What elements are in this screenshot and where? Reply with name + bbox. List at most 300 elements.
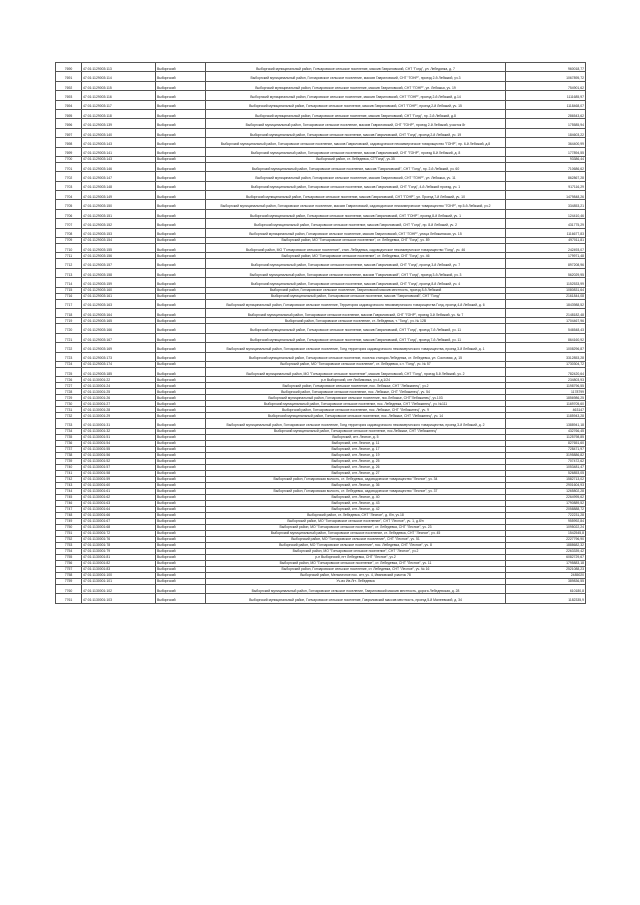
address-text: Выборгский муниципальный район, Гончаровское сельское поселение, массив Гавриловский, садоводческое некоммерческое товарищество "ГОНР", пр.5-й Лебяжий, уч.2 [206, 200, 506, 209]
address-text: Выборгский район, Гончаровская волость, ст. Лебедевка, садоводческое товарищество "Лесное", уч. 37 [206, 488, 506, 494]
address-text: Выборгский муниципальный район, Гончаровское сельское поселение, массив Гавриловский, СНТ "ГОНР", проезд 3-й Лебяжий, уч. № 7 [206, 308, 506, 317]
cadastral-value: 897208,96 [506, 259, 586, 268]
cadastral-number: 47:01:1129003:139 [82, 119, 156, 128]
district-name: Выборгский [156, 542, 206, 548]
cadastral-value: 1080831,64 [506, 287, 586, 293]
row-number: 7728 [56, 389, 82, 395]
row-number: 7699 [56, 147, 82, 156]
cadastral-value: 3195886,82 [506, 452, 586, 458]
cadastral-number: 47:01:1130001:78 [82, 542, 156, 548]
table-row [56, 128, 586, 137]
address-text: Уч-во Ив.Лгт. Лебедевка [206, 578, 506, 584]
cadastral-value: 1067895,72 [506, 72, 586, 81]
row-number: 7737 [56, 446, 82, 452]
row-number: 7715 [56, 287, 82, 293]
row-number: 7759 [56, 578, 82, 584]
district-name: Выборгский [156, 434, 206, 440]
cadastral-number: 47:01:1130001:101 [82, 578, 156, 584]
address-text: Выборгский муниципальный район, Гончаровское сельское поселение, массив Гавриловский, СНТ "Гонд", пр. 2-й Лебяжий, д.8 [206, 109, 506, 118]
table-row [56, 191, 586, 200]
cadastral-value: 184603,22 [506, 128, 586, 137]
cadastral-value: 234803,93 [506, 377, 586, 383]
district-name: Выборгский [156, 512, 206, 518]
cadastral-value: 2161844,08 [506, 293, 586, 299]
cadastral-value: 827651,60 [506, 440, 586, 446]
district-name: Выборгский [156, 119, 206, 128]
cadastral-value: 179971,48 [506, 253, 586, 259]
district-name: Выборгский [156, 100, 206, 109]
cadastral-value: 862867,28 [506, 172, 586, 181]
cadastral-number: 47:01:1129003:113 [82, 63, 156, 72]
table-row [56, 63, 586, 72]
row-number: 7698 [56, 138, 82, 147]
cadastral-number: 47:01:1130001:103 [82, 594, 156, 603]
row-number: 7738 [56, 452, 82, 458]
district-name: Выборгский [156, 343, 206, 352]
district-name: Выборгский [156, 259, 206, 268]
cadastral-value: 3312853,28 [506, 352, 586, 361]
address-text: Выборгский район, МО "Гончаровское сельское поселение", пос. Лебедевка, СНТ "Лесное", уч. 8 [206, 542, 506, 548]
table-row [56, 343, 586, 352]
cadastral-value: 1790889,52 [506, 500, 586, 506]
cadastral-number: 47:01:1129003:156 [82, 253, 156, 259]
row-number: 7721 [56, 333, 82, 342]
address-text: Выборгский муниципальный район, Гончаровское сельское поселение, Гонд территория садоводческого некоммерческого товарищества, проезд 3-й Лебяжий, д. 1 [206, 343, 506, 352]
cadastral-value: 710686,62 [506, 162, 586, 171]
address-text: Выборгский муниципальный район, Гончаровское сельское поселение, массив Гавриловский, СНТ "ГОНР", проезд 8-й Лебяжий, д. 8 [206, 147, 506, 156]
district-name: Выборгский [156, 147, 206, 156]
cadastral-value: 960018,77 [506, 63, 586, 72]
address-text: Выборгский муниципальный район, Гончаровское сельское поселение, массив Гавриловский, СНТ "ГОНР", проезд 2-й Лебяжий, участок 8г [206, 119, 506, 128]
cadastral-number: 47:01:1130001:31 [82, 419, 156, 428]
row-number: 7751 [56, 530, 82, 536]
row-number: 7741 [56, 470, 82, 476]
row-number: 7758 [56, 572, 82, 578]
district-name: Выборгский [156, 367, 206, 376]
cadastral-number: 47:01:1129003:164 [82, 308, 156, 317]
row-number: 7748 [56, 512, 82, 518]
district-name: Выборгский [156, 308, 206, 317]
address-text: Выборгский район, МО "Гончаровское сельское поселение", СНТ "Лесное", уч. 51 [206, 536, 506, 542]
row-number: 7717 [56, 299, 82, 308]
district-name: Выборгский [156, 518, 206, 524]
cadastral-number: 47:01:1130001:24 [82, 383, 156, 389]
address-text: Выборгский муниципальный район, Гончаровское сельское поселение, массив Гавриловский, СНТ "ГОНР", ул. Лебяжья, уч. 19 [206, 81, 506, 90]
cadastral-number: 47:01:1130001:32 [82, 428, 156, 434]
row-number: 7703 [56, 181, 82, 190]
row-number: 7711 [56, 253, 82, 259]
cadastral-value: 6082729,67 [506, 554, 586, 560]
cadastral-value: 1178799 [506, 389, 586, 395]
cadastral-value: 124410,46 [506, 209, 586, 218]
cadastral-value: 1856986,25 [506, 395, 586, 401]
table-row [56, 91, 586, 100]
district-name: Выборгский [156, 200, 206, 209]
cadastral-number: 47:01:1129003:117 [82, 100, 156, 109]
cadastral-number: 47:01:1129003:174 [82, 361, 156, 367]
cadastral-number: 47:01:1129003:159 [82, 278, 156, 287]
cadastral-number: 47:01:1129003:149 [82, 191, 156, 200]
cadastral-value: 2148182,48 [506, 308, 586, 317]
district-name: Выборгский [156, 383, 206, 389]
row-number: 7724 [56, 361, 82, 367]
cadastral-number: 47:01:1130001:83 [82, 566, 156, 572]
row-number: 7747 [56, 506, 82, 512]
address-text: Выборгский муниципальный район, МО "Гончаровское сельское поселение", массив Гавриловский, СНТ "Гонд", проезд 5-й Лебяжий, уч. 2 [206, 367, 506, 376]
district-name: Выборгский [156, 333, 206, 342]
address-text: р-н Выборгский, снт Любимовка, уч.4 д.1/24 [206, 377, 506, 383]
address-text: Выборгский муниципальный район, Гончаровское сельское поселение, пос. Лебедевка, СНТ "Лебяжинец", уч. №111 [206, 401, 506, 407]
address-text: Выборгский район, МО "Гончаровское сельское поселение", стан. Лебедевка, садоводческое некоммерческое товарищество "Гонд", уч. 46 [206, 244, 506, 253]
row-number: 7745 [56, 494, 82, 500]
row-number: 7753 [56, 542, 82, 548]
cadastral-number: 47:01:1129003:153 [82, 228, 156, 237]
cadastral-number: 47:01:1130001:102 [82, 584, 156, 593]
address-text: Выборгский муниципальный район, Гончаровское сельское поселение, поселок станции Лебедевка, ст. Лебедевка, ул. Сосновая, д. 15 [206, 352, 506, 361]
row-number: 7736 [56, 440, 82, 446]
table-row [56, 147, 586, 156]
cadastral-value: 1704467,96 [506, 318, 586, 324]
cadastral-value: 1111685,97 [506, 91, 586, 100]
row-number: 7693 [56, 91, 82, 100]
address-text: Выборгский муниципальный район, Гончаровское сельское поселение, массив Гавриловский, СНТ "Гонд", проезд 2-й Лебяжий, уч. 19 [206, 128, 506, 137]
district-name: Выборгский [156, 191, 206, 200]
address-text: Выборгский муниципальный район, Гончаровское сельское поселение, массив Гавриловский, СНТ "Гонд", пр. 8-й Лебяжий, уч. 2 [206, 219, 506, 228]
district-name: Выборгский [156, 172, 206, 181]
district-name: Выборгский [156, 428, 206, 434]
district-name: Выборгский [156, 440, 206, 446]
cadastral-value: 707472,62 [506, 458, 586, 464]
district-name: Выборгский [156, 377, 206, 383]
address-text: Выборгский муниципальный район, Гончаровское сельское поселение, массив "Гавриловский", СНТ "Гонд", пр. 2-й Лебяжий, уч. 60 [206, 162, 506, 171]
cadastral-value: 431775,29 [506, 219, 586, 228]
district-name: Выборгский [156, 470, 206, 476]
cadastral-number: 47:01:1130001:54 [82, 440, 156, 446]
cadastral-number: 47:01:1130001:82 [82, 560, 156, 566]
cadastral-number: 47:01:1130001:66 [82, 512, 156, 518]
cadastral-value: 1265802,28 [506, 488, 586, 494]
cadastral-number: 47:01:1130001:61 [82, 488, 156, 494]
cadastral-number: 47:01:1129003:163 [82, 299, 156, 308]
address-text: Выборгский район, Гончаровское сельское поселение, пос. Лебяжье, СНТ "Лебяжинец", уч. 54 [206, 389, 506, 395]
row-number: 7690 [56, 63, 82, 72]
district-name: Выборгский [156, 452, 206, 458]
address-text: Выборгский муниципальный район, Гончаровское сельское поселение, массив Гавриловский, СНТ "ГОНР", проезд 2-й Лебяжий, уч. 15 [206, 100, 506, 109]
cadastral-value: 2901604,93 [506, 482, 586, 488]
table-row [56, 81, 586, 90]
row-number: 7760 [56, 584, 82, 593]
row-number: 7701 [56, 162, 82, 171]
row-number: 7718 [56, 308, 82, 317]
table-row [56, 333, 586, 342]
cadastral-value: 389836,55 [506, 578, 586, 584]
address-text: Выборгский, снт. Лесное, д. 43 [206, 500, 506, 506]
district-name: Выборгский [156, 293, 206, 299]
table-row [56, 259, 586, 268]
cadastral-number: 47:01:1130001:57 [82, 464, 156, 470]
address-text: Выборгский район, МО "Гончаровское сельское поселение", ст. Лебедевка, с.т. "Гонд", уч. № 57 [206, 361, 506, 367]
address-text: Выборгский район, Гончаровское сельское поселение, пос. Лебяжье, СНТ "Лебяжинец", уч. 9 [206, 407, 506, 413]
cadastral-value: 2058888,72 [506, 506, 586, 512]
row-number: 7707 [56, 219, 82, 228]
district-name: Выборгский [156, 407, 206, 413]
address-text: Выборгский муниципальный район, Гончаровское сельское поселение, массив Гавриловский, СНТ "Гонд", проезд 3-й Лебяжий, уч. 7 [206, 259, 506, 268]
cadastral-value: 1116677,83 [506, 228, 586, 237]
address-text: Выборгский муниципальный район, Гончаровское сельское поселение, ст. Лебедевка, СНТ "Лесное", уч. 45 [206, 530, 506, 536]
row-number: 7742 [56, 476, 82, 482]
row-number: 7735 [56, 434, 82, 440]
row-number: 7705 [56, 200, 82, 209]
row-number: 7710 [56, 244, 82, 253]
address-text: Выборгский муниципальный район, Гончаровское сельское поселение, массив Гавриловский, СНТ "Гонд", проезд 7-й Лебяжий, уч. 11 [206, 333, 506, 342]
cadastral-value: 1125798,85 [506, 434, 586, 440]
table-row [56, 200, 586, 209]
district-name: Выборгский [156, 324, 206, 333]
address-text: Выборгский, снт. Лесное, д. 17 [206, 446, 506, 452]
district-name: Выборгский [156, 482, 206, 488]
cadastral-value: 1843988,52 [506, 299, 586, 308]
row-number: 7696 [56, 119, 82, 128]
cadastral-value: 864160,92 [506, 333, 586, 342]
address-text: Выборгский муниципальный район, Гончаровское сельское поселение, Территория садоводческого некоммерческого товарищества Гонд, проезд 4-й Лебяжий, д. 6 [206, 299, 506, 308]
cadastral-number: 47:01:1129003:158 [82, 268, 156, 277]
district-name: Выборгский [156, 72, 206, 81]
address-text: Выборгский муниципальный район, Гончаровское сельское поселение, массив Гавриловский, СНТ "ГОНР", улица Лебяжинская, уч. 15 [206, 228, 506, 237]
address-text: р-н Выборгский, пгт Лебедевка, СНТ "Лесное", уч.2 [206, 554, 506, 560]
cadastral-value: 93386,44 [506, 156, 586, 162]
table-row [56, 299, 586, 308]
row-number: 7761 [56, 594, 82, 603]
table-row [56, 419, 586, 428]
district-name: Выборгский [156, 162, 206, 171]
cadastral-value: 1730304,72 [506, 361, 586, 367]
district-name: Выборгский [156, 536, 206, 542]
cadastral-number: 47:01:1130001:67 [82, 518, 156, 524]
district-name: Выборгский [156, 524, 206, 530]
cadastral-value: 286543,62 [506, 109, 586, 118]
district-name: Выборгский [156, 395, 206, 401]
cadastral-value: 1118468,07 [506, 100, 586, 109]
cadastral-value: 1169705,60 [506, 401, 586, 407]
cadastral-number: 47:01:1129003:143 [82, 156, 156, 162]
address-text: Выборгский район, ст. Лебедевка, СТ"Гонд", уч.35 [206, 156, 506, 162]
row-number: 7709 [56, 238, 82, 244]
table-row [56, 119, 586, 128]
table-row [56, 109, 586, 118]
table-row [56, 172, 586, 181]
cadastral-value: 2227796,90 [506, 536, 586, 542]
address-text: Выборгский, снт. Лесное, д. 11 [206, 440, 506, 446]
address-text: Выборгский район, Гончаровское сельское поселение, Гавриловский массив местность, проезд 8-й Лебяжий [206, 287, 506, 293]
cadastral-number: 47:01:1129003:115 [82, 81, 156, 90]
district-name: Выборгский [156, 219, 206, 228]
cadastral-number: 47:01:1129003:161 [82, 293, 156, 299]
row-number: 7733 [56, 419, 82, 428]
table-row [56, 181, 586, 190]
district-name: Выборгский [156, 156, 206, 162]
row-number: 7752 [56, 536, 82, 542]
row-number: 7691 [56, 72, 82, 81]
address-text: Выборгский, снт. Лесное, д. 40 [206, 494, 506, 500]
cadastral-number: 47:01:1129003:165 [82, 318, 156, 324]
table-body [56, 63, 586, 604]
cadastral-number: 47:01:1129003:118 [82, 109, 156, 118]
cadastral-number: 47:01:1129003:155 [82, 244, 156, 253]
row-number: 7714 [56, 278, 82, 287]
cadastral-value: 1182335,9 [506, 594, 586, 603]
district-name: Выборгский [156, 253, 206, 259]
cadastral-number: 47:01:1130001:51 [82, 434, 156, 440]
row-number: 7743 [56, 482, 82, 488]
row-number: 7746 [56, 500, 82, 506]
cadastral-number: 47:01:1130001:62 [82, 494, 156, 500]
table-row [56, 244, 586, 253]
district-name: Выборгский [156, 128, 206, 137]
row-number: 7723 [56, 352, 82, 361]
row-number: 7712 [56, 259, 82, 268]
cadastral-number: 47:01:1129003:148 [82, 181, 156, 190]
row-number: 7732 [56, 413, 82, 419]
address-text: Выборгский район, МО "Гончаровское сельское поселение", СНТ "Лесное", уч. 1, д.б/н [206, 518, 506, 524]
table-row [56, 72, 586, 81]
address-text: Выборгский район, Гончаровская волость, ст. Лебедевка, садоводческое товарищество "Лесное", уч. 34 [206, 476, 506, 482]
cadastral-value: 917116,29 [506, 181, 586, 190]
district-name: Выборгский [156, 464, 206, 470]
cadastral-number: 47:01:1130001:68 [82, 524, 156, 530]
address-text: Выборгский район, МО "Гончаровское сельское поселение", СНТ "Лесное", уч.2 [206, 548, 506, 554]
cadastral-value: 175585,94 [506, 119, 586, 128]
row-number: 7702 [56, 172, 82, 181]
district-name: Выборгский [156, 389, 206, 395]
district-name: Выборгский [156, 476, 206, 482]
district-name: Выборгский [156, 138, 206, 147]
cadastral-value: 2264995,62 [506, 494, 586, 500]
row-number: 7700 [56, 156, 82, 162]
row-number: 7725 [56, 367, 82, 376]
address-text: Выборгский, снт. Лесное, д. 26 [206, 464, 506, 470]
district-name: Выборгский [156, 209, 206, 218]
table-row [56, 367, 586, 376]
table-row [56, 324, 586, 333]
district-name: Выборгский [156, 554, 206, 560]
cadastral-number: 47:01:1129003:185 [82, 367, 156, 376]
address-text: Выборгский муниципальный район, Гончаровское сельское поселение, массив Гавриловский, СНТ "Гонд", проезд 7-й Лебяжий, уч. 11 [206, 324, 506, 333]
district-name: Выборгский [156, 500, 206, 506]
cadastral-number: 47:01:1130001:79 [82, 548, 156, 554]
address-text: Выборгский муниципальный район, Гончаровское сельское поселение, массив Гавриловский, СНТ "ГОНР", ул. Лебяжья, уч. 11 [206, 172, 506, 181]
district-name: Выборгский [156, 560, 206, 566]
address-text: Выборгский муниципальный район, Гончаровское сельское поселение, пос. Лебяжье, СНТ "Лебяжинец", уч. 14 [206, 413, 506, 419]
cadastral-number: 47:01:1129003:143 [82, 138, 156, 147]
row-number: 7697 [56, 128, 82, 137]
cadastral-number: 47:01:1130001:55 [82, 446, 156, 452]
cadastral-value: 546548,43 [506, 324, 586, 333]
table-row [56, 352, 586, 361]
district-name: Выборгский [156, 63, 206, 72]
table-row [56, 219, 586, 228]
cadastral-value: 1479848,26 [506, 191, 586, 200]
cadastral-value: 610180,8 [506, 584, 586, 593]
cadastral-value: 2485020 [506, 572, 586, 578]
cadastral-number: 47:01:1130001:63 [82, 500, 156, 506]
address-text: Выборгский муниципальный район, Гончаровское сельское поселение, Гавриловский массив местность, дорога Лебедевская, д. 28 [206, 584, 506, 593]
cadastral-value: 334853,21 [506, 200, 586, 209]
cadastral-number: 47:01:1130001:60 [82, 482, 156, 488]
district-name: Выборгский [156, 268, 206, 277]
address-text: Выборгский муниципальный район, Гончаровское сельское поселение, Гонд территория садоводческого некоммерческого товарищества, проезд 3-й Лебяжий, д. 2 [206, 419, 506, 428]
district-name: Выборгский [156, 287, 206, 293]
cadastral-value: 1542545,8 [506, 530, 586, 536]
district-name: Выборгский [156, 401, 206, 407]
table-row [56, 594, 586, 603]
cadastral-value: 1185943,28 [506, 413, 586, 419]
row-number: 7754 [56, 548, 82, 554]
address-text: Выборгский муниципальный район, Гончаровское сельское поселение, пос.Лебяжье, СНТ"Лебяжинец", уч.103 [206, 395, 506, 401]
address-text: Выборгский муниципальный район, Гончаровское сельское поселение, Гавриловский массив местность, проезд 5-й Малеевский, д. 34 [206, 594, 506, 603]
district-name: Выборгский [156, 318, 206, 324]
cadastral-number: 47:01:1129003:152 [82, 219, 156, 228]
row-number: 7744 [56, 488, 82, 494]
cadastral-number: 47:01:1130001:56 [82, 452, 156, 458]
district-name: Выборгский [156, 419, 206, 428]
address-text: Выборгский муниципальный район, Гончаровское сельское поселение, массив Гавриловский, СНТ "ГОНР", ул. Проезд 7-й Лебяжий, уч. 10 [206, 191, 506, 200]
table-row [56, 209, 586, 218]
cadastral-number: 47:01:1130001:100 [82, 572, 156, 578]
cadastral-number: 47:01:1129003:151 [82, 209, 156, 218]
cadastral-value: 1053481,47 [506, 464, 586, 470]
address-text: Выборгский муниципальный район, Гончаровское сельское поселение, массив Гавриловский, СНТ "Гонд", 4-й Лебяжий проезд, уч. 1 [206, 181, 506, 190]
row-number: 7720 [56, 324, 82, 333]
address-text: Выборгский район, Гончаровское сельское поселение, ст. Лебедевка, СНТ "Лесное", уч. № 16 [206, 566, 506, 572]
address-text: Выборгский, снт. Лесное, д. 42 [206, 506, 506, 512]
cadastral-number: 47:01:1130001:28 [82, 407, 156, 413]
cadastral-value: 1095022,24 [506, 524, 586, 530]
cadastral-number: 47:01:1130001:26 [82, 395, 156, 401]
cadastral-number: 47:01:1129003:150 [82, 200, 156, 209]
cadastral-value: 754901,62 [506, 81, 586, 90]
row-number: 7692 [56, 81, 82, 90]
address-text: Выборгский, снт. Лесное, д. 25 [206, 458, 506, 464]
cadastral-value: 2521088,23 [506, 566, 586, 572]
cadastral-value: 722231,28 [506, 512, 586, 518]
cadastral-number: 47:01:1130001:22 [82, 377, 156, 383]
district-name: Выборгский [156, 584, 206, 593]
address-text: Выборгский муниципальный район, Гончаровское сельское поселение, массив Гавриловский, садоводческое некоммерческое товарищество "ГОНР", пр. 6-й Лебяжий, д.8 [206, 138, 506, 147]
row-number: 7704 [56, 191, 82, 200]
district-name: Выборгский [156, 594, 206, 603]
cadastral-value: 463147 [506, 407, 586, 413]
address-text: Выборгский район, Гончаровское сельское поселение, пос. Лебяжье, СНТ "Лебяжинец", уч.2 [206, 383, 506, 389]
district-name: Выборгский [156, 506, 206, 512]
address-text: Выборгский район, МО "Гончаровское сельское поселение", ст. Лебедевка, СНТ "Лесное", уч. 23 [206, 524, 506, 530]
cadastral-number: 47:01:1129003:116 [82, 91, 156, 100]
cadastral-number: 47:01:1130001:27 [82, 401, 156, 407]
address-text: Выборгский муниципальный район, Гончаровское сельское поселение, массив Гавриловский, СНТ "Гонд", проезд 8-й Лебяжий, уч. 4 [206, 278, 506, 287]
address-text: Выборгский, снт. Лесное, д. 27 [206, 470, 506, 476]
cadastral-number: 47:01:1129003:154 [82, 238, 156, 244]
address-text: Выборгский район, МО "Гончаровское сельское поселение", ст. Лебедевка, СНТ "Гонд", уч. 46 [206, 253, 506, 259]
district-name: Выборгский [156, 352, 206, 361]
address-text: Выборгский муниципальный район, Гончаровское сельское поселение, массив "Гавриловский", СНТ "Гонд" [206, 293, 506, 299]
cadastral-value: 728471,97 [506, 446, 586, 452]
address-text: Выборгский район, Мельничное пос. снт, уч. 4, Ивановский участок 78 [206, 572, 506, 578]
row-number: 7740 [56, 464, 82, 470]
address-text: Выборгский район, Гончаровское сельское поселение, ст. Лебедевка, т. "Гонд", уч. № 12В [206, 318, 506, 324]
district-name: Выборгский [156, 572, 206, 578]
row-number: 7727 [56, 383, 82, 389]
row-number: 7706 [56, 209, 82, 218]
row-number: 7719 [56, 318, 82, 324]
